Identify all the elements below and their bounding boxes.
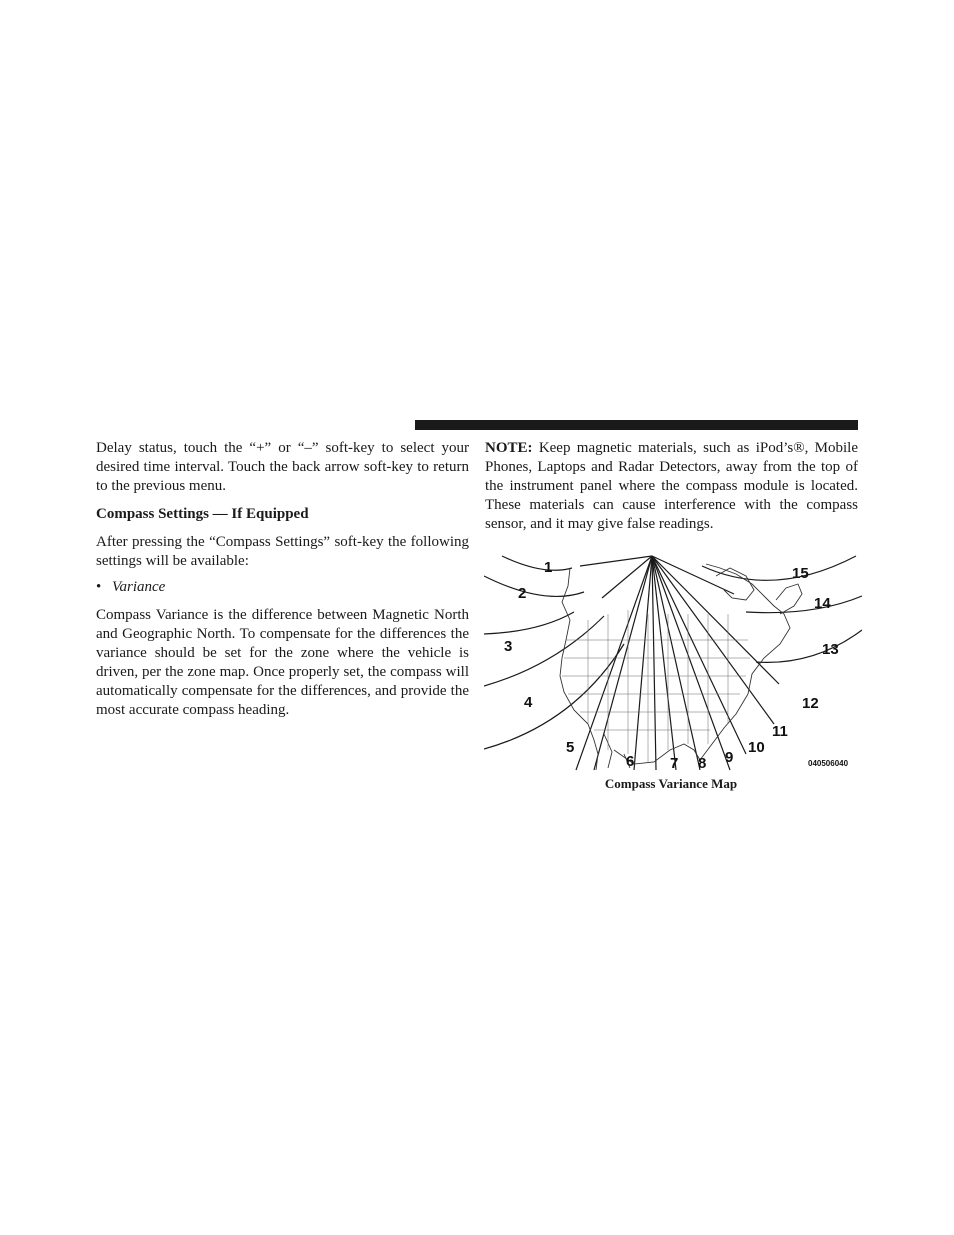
note-text: Keep magnetic materials, such as iPod’s®, Mobile Phones, Laptops and Radar Detectors, away from the top of the instrument panel where the compass module is located. These materials can cause interference with the compass sensor, and it may give false readings. bbox=[485, 440, 858, 532]
figure-code: 040506040 bbox=[808, 759, 849, 768]
state-borders bbox=[562, 640, 750, 730]
continent-outline bbox=[776, 584, 802, 614]
settings-intro-paragraph: After pressing the “Compass Settings” soft-key the following settings will be available: bbox=[96, 533, 469, 569]
note-label: NOTE: bbox=[485, 440, 533, 456]
zone-label-5: 5 bbox=[566, 739, 575, 756]
zone-arc bbox=[756, 630, 862, 662]
variance-line bbox=[652, 556, 746, 754]
zone-label-7: 7 bbox=[670, 755, 679, 772]
state-borders bbox=[588, 610, 728, 762]
zone-label-2: 2 bbox=[518, 585, 527, 602]
zone-arc bbox=[746, 596, 862, 613]
zone-label-9: 9 bbox=[725, 749, 734, 766]
zone-label-3: 3 bbox=[504, 638, 513, 655]
delay-paragraph: Delay status, touch the “+” or “–” soft-key to select your desired time interval. Touch the back arrow soft-key to return to the previous menu. bbox=[96, 440, 469, 494]
compass-variance-map bbox=[484, 554, 862, 772]
variance-bullet bbox=[96, 578, 469, 597]
zone-label-14: 14 bbox=[814, 595, 831, 612]
zone-label-11: 11 bbox=[772, 723, 788, 740]
note-paragraph bbox=[485, 439, 858, 534]
zone-arc bbox=[484, 616, 604, 686]
variance-line bbox=[652, 556, 779, 684]
zone-label-15: 15 bbox=[792, 565, 809, 582]
zone-arc bbox=[484, 612, 574, 634]
left-column bbox=[96, 439, 469, 720]
compass-settings-heading: Compass Settings — If Equipped bbox=[96, 505, 309, 522]
zone-label-10: 10 bbox=[748, 739, 765, 756]
zone-label-8: 8 bbox=[698, 755, 707, 772]
zone-arc bbox=[484, 644, 624, 749]
zone-arc bbox=[502, 556, 572, 570]
variance-bullet-label: Variance bbox=[112, 579, 166, 596]
right-column bbox=[485, 439, 858, 534]
zone-label-12: 12 bbox=[802, 695, 819, 712]
zone-label-13: 13 bbox=[822, 641, 839, 658]
header-bar bbox=[415, 420, 858, 430]
variance-paragraph: Compass Variance is the difference between Magnetic North and Geographic North. To compensate for the differences the variance should be set for the zone where the vehicle is driven, per the zone map. Once properly set, the compass will automatically compensate for the differences, and provide the most accurate compass heading. bbox=[96, 607, 469, 718]
zone-arc bbox=[702, 556, 856, 580]
zone-label-6: 6 bbox=[626, 753, 635, 770]
bullet-dot: • bbox=[96, 579, 102, 596]
continent-outline bbox=[716, 568, 754, 600]
continent-outline bbox=[614, 564, 790, 764]
figure-caption: Compass Variance Map bbox=[604, 776, 738, 791]
zone-label-4: 4 bbox=[524, 694, 533, 711]
zone-label-1: 1 bbox=[544, 559, 553, 576]
